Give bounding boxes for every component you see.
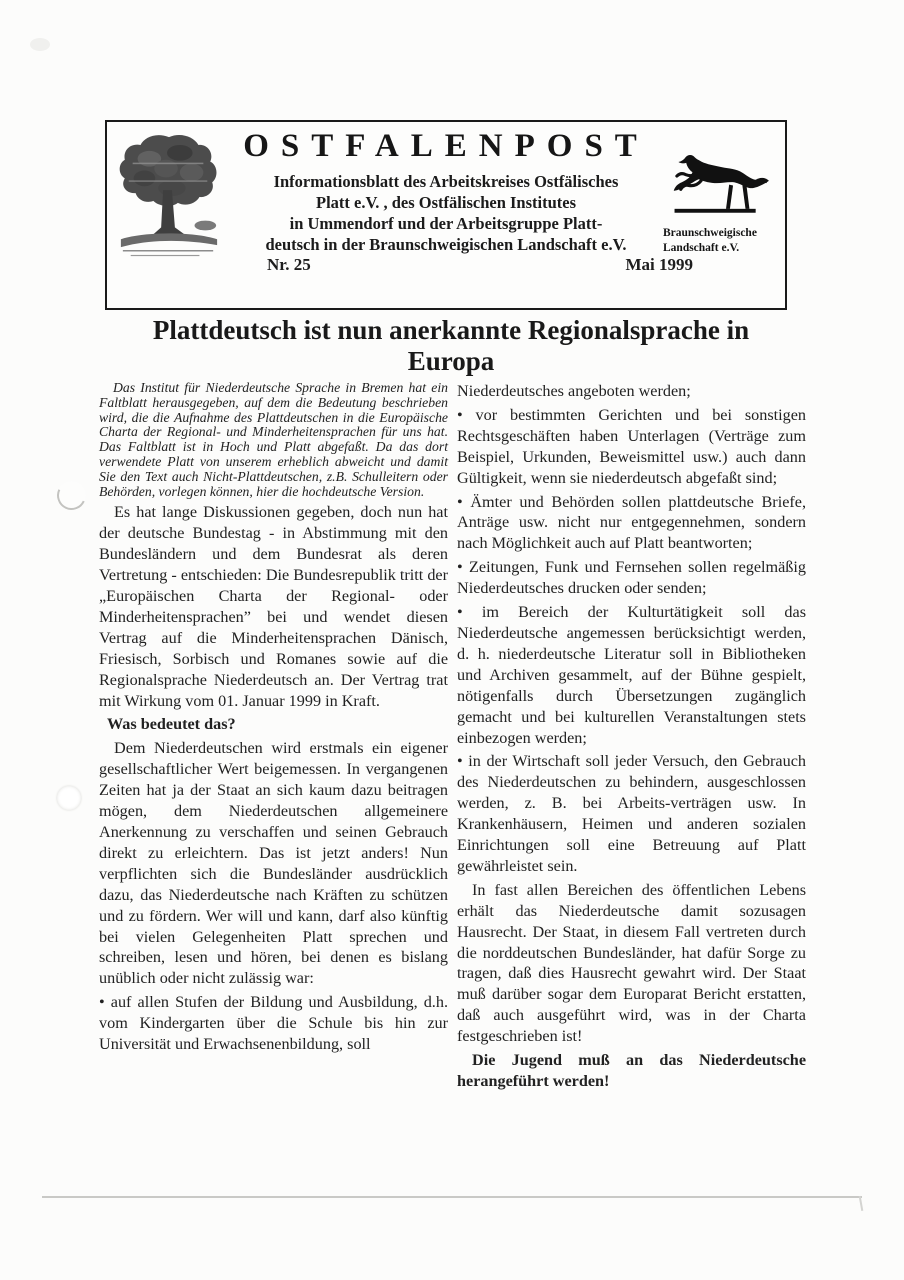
braunschweigische-landschaft-logo bbox=[655, 148, 785, 256]
closing-statement: Die Jugend muß an das Niederdeutsche herangeführt werden! bbox=[457, 1051, 806, 1090]
bullet-item-bildung: • auf allen Stufen der Bildung und Ausbildung, d.h. vom Kindergarten über die Schule bis hin zur Universität und Erwachsenenbildung, soll bbox=[99, 993, 448, 1054]
bullet-item-gerichte: • vor bestimmten Gerichten und bei sonstigen Rechtsgeschäften haben Unterlagen (Verträge zum Beispiel, Urkunden, Beweismittel usw.) auch dann Gültigkeit, wenn sie niederdeutsch abgefaßt sind; bbox=[457, 405, 806, 487]
subtitle-line-2: Platt e.V. , des Ostfälischen Institutes bbox=[315, 192, 577, 212]
masthead-box bbox=[105, 120, 787, 310]
scan-smudge bbox=[30, 38, 50, 51]
issue-date: Mai 1999 bbox=[625, 255, 693, 274]
issue-number: Nr. 25 bbox=[267, 255, 311, 274]
paragraph-bedeutung: Dem Niederdeutschen wird erstmals ein eigener gesellschaftlicher Wert beigemessen. In vergangenen Zeiten hat ja der Staat an sich kaum dazu beitragen mögen, dem Niederdeutschen allgemeinere Anerkennung zu verschaffen und seinen Gebrauch direkt zu erleichtern. Das ist jetzt anders! Nun verpflichten sich die Bundesländer ausdrücklich dazu, das Niederdeutsche nach Kräften zu schützen und zu fördern. Wer will und kann, darf also künftig bei vielen Gelegenheiten Platt sprechen und schreiben, lesen und hören, bei denen es bislang unüblich oder nicht zulässig war: bbox=[99, 739, 448, 988]
continuation-line: Niederdeutsches angeboten werden; bbox=[457, 382, 691, 400]
punch-hole-mark-bottom bbox=[57, 786, 81, 810]
bullet-item-wirtschaft: • in der Wirtschaft soll jeder Versuch, den Gebrauch des Niederdeutschen zu behindern, ausgeschlossen werden, z. B. bei Arbeits-verträgen usw. In Krankenhäusern, Heimen und anderen sozialen Einrichtungen soll eine Betreuung auf Platt gewährleistet sein. bbox=[457, 752, 806, 875]
right-column bbox=[457, 381, 806, 1095]
newsletter-subtitle bbox=[225, 172, 667, 256]
section-heading-was-bedeutet-das: Was bedeutet das? bbox=[107, 715, 236, 734]
article-headline bbox=[95, 315, 807, 376]
issue-row bbox=[267, 255, 693, 275]
bullet-item-kultur: • im Bereich der Kulturtätigkeit soll das Niederdeutsche angemessen berücksichtigt werden, d. h. niederdeutsche Literatur soll in Bibliotheken und Archiven gesammelt, auf der Bühne gespielt, nötigenfalls durch Übersetzungen zugänglich gemacht und bei kulturellen Veranstaltungen stets einbezogen werden; bbox=[457, 603, 806, 747]
rearing-horse-icon bbox=[659, 148, 779, 226]
paragraph-bundestag: Es hat lange Diskussionen gegeben, doch nun hat der deutsche Bundestag - in Abstimmung mit den Bundesländern und dem Bundesrat als deren Vertretung - entschieden: Die Bundesrepublik tritt der „Europäischen Charta der Regional- oder Minderheitensprachen” bei und wendet diesen Vertrag auf die Minderheitensprachen Dänisch, Friesisch, Sorbisch und Romanes sowie auf die Regionalsprache Niederdeutsch an. Der Vertrag trat mit Wirkung vom 01. Januar 1999 in Kraft. bbox=[99, 503, 448, 710]
headline-line-2: Europa bbox=[407, 345, 495, 376]
paragraph-hausrecht: In fast allen Bereichen des öffentlichen Lebens erhält das Niederdeutsche damit sozusagen Hausrecht. Der Staat, in diesem Fall vertreten durch die norddeutschen Bundesländer, hat dafür Sorge zu tragen, daß dies Hausrecht gewahrt wird. Der Staat muß darüber sogar dem Europarat Bericht erstatten, daß auch ausgeführt wird, was in der Charta festgeschrieben ist! bbox=[457, 880, 806, 1046]
punch-hole-mark-top bbox=[53, 477, 90, 514]
horse-logo-caption bbox=[655, 226, 785, 256]
article-body bbox=[99, 381, 806, 1095]
subtitle-line-4: deutsch in der Braunschweigischen Landschaft e.V. bbox=[265, 234, 627, 254]
page-corner-edge bbox=[859, 1196, 863, 1211]
left-column bbox=[99, 381, 448, 1095]
page-bottom-edge bbox=[42, 1196, 862, 1198]
subtitle-line-1: Informationsblatt des Arbeitskreises Ostfälisches bbox=[273, 172, 619, 191]
bullet-item-aemter: • Ämter und Behörden sollen plattdeutsche Briefe, Anträge usw. nicht nur entgegennehmen, sondern nach Möglichkeit auch auf Platt beantworten; bbox=[457, 492, 806, 553]
headline-line-1: Plattdeutsch ist nun anerkannte Regionalsprache in bbox=[152, 315, 750, 345]
newsletter-title: OSTFALENPOST bbox=[243, 128, 649, 164]
horse-caption-line-1: Braunschweigische bbox=[663, 227, 757, 239]
subtitle-line-3: in Ummendorf und der Arbeitsgruppe Platt- bbox=[289, 213, 603, 233]
bullet-item-medien: • Zeitungen, Funk und Fernsehen sollen regelmäßig Niederdeutsches drucken oder senden; bbox=[457, 558, 806, 598]
horse-caption-line-2: Landschaft e.V. bbox=[663, 241, 740, 254]
intro-paragraph: Das Institut für Niederdeutsche Sprache in Bremen hat ein Faltblatt herausgegeben, auf dem die Bedeutung beschrieben wird, die die Aufnahme des Plattdeutschen in die Europäische Charta der Regional- und Minderheitensprachen für uns hat. Das Faltblatt ist in Hoch und Platt abgefaßt. Da das dort verwendete Platt von unserem erheblich abweicht und damit Sie den Text auch Nicht-Plattdeutschen, z.B. Schulleitern oder Behörden, vorlegen können, hier die hochdeutsche Version. bbox=[99, 380, 448, 499]
